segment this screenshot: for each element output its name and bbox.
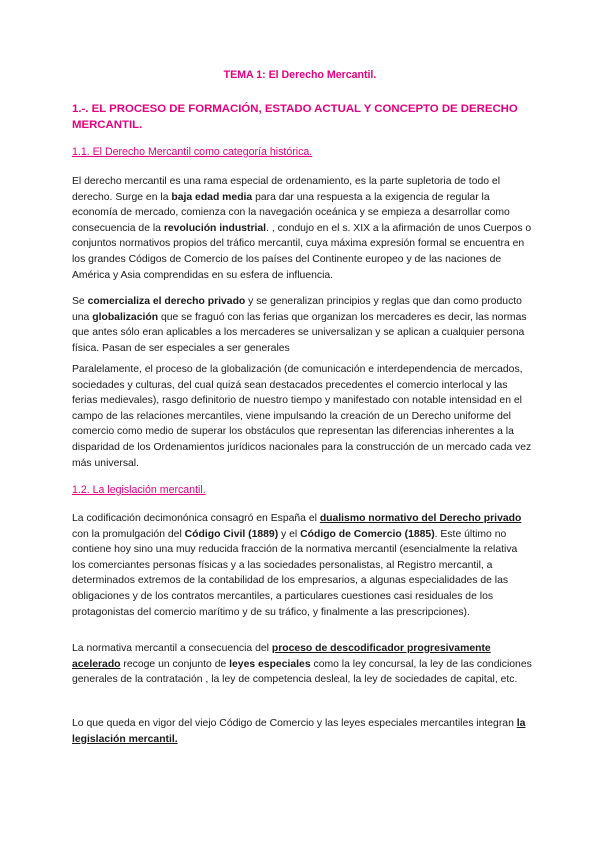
bold-term: baja edad media [171, 191, 253, 203]
text-run: recoge un conjunto de [120, 658, 230, 670]
subheading-historical-category: 1.1. El Derecho Mercantil como categoría histórica. [72, 146, 313, 158]
text-run: La normativa mercantil a consecuencia del [72, 643, 272, 654]
text-run: y el [278, 528, 301, 540]
bold-term: revolución industrial [163, 222, 267, 234]
section-heading: 1.-. EL PROCESO DE FORMACIÓN, ESTADO ACTUAL Y CONCEPTO DE DERECHO MERCANTIL. [72, 103, 518, 131]
bold-term: comercializa el derecho privado [87, 296, 246, 307]
paragraph-commercialization [72, 294, 532, 356]
text-run: para dar una respuesta a la exigencia de regular la economía de mercado, comienza con la navegación oceánica y se empieza a desarrollar como consecuencia de la [72, 191, 510, 234]
text-run: Se [72, 296, 88, 307]
subheading-legislation: 1.2. La legislación mercantil. [72, 484, 206, 496]
paragraph-origin [72, 174, 532, 283]
text-run: como la ley concursal, la ley de las condiciones generales de la contratación , la ley de competencia desleal, la ley de sociedades de capital, etc. [72, 658, 532, 686]
underlined-term: proceso de descodificador progresivamente acelerado [72, 643, 491, 670]
paragraph-codification [72, 511, 532, 620]
text-run: La codificación decimonónica consagró en España el [72, 513, 320, 524]
paragraph-conclusion [72, 716, 532, 747]
paragraph-decodification [72, 641, 532, 688]
bold-term: Código Civil (1889) [184, 528, 279, 540]
text-run: El derecho mercantil es una rama especial de ordenamiento, es la parte supletoria de todo el derecho. Surge en la [72, 176, 500, 203]
document-title: TEMA 1: El Derecho Mercantil. [223, 69, 377, 81]
text-run: . Este último no contiene hoy sino una muy reducida fracción de la normativa mercantil (esencialmente la relativa los comerciantes personas físicas y a las sociedades personalistas, al Registro mercantil, a determinados extremos de la contabilidad de los empresarios, a algunas especialidades de las obligaciones y de los contratos mercantiles, a particulares cuestiones casi residuales de los protagonistas del comercio marítimo y de su tráfico, y finalmente a las prescripciones). [72, 528, 518, 618]
bold-term: globalización [92, 311, 159, 323]
underlined-term: la legislación mercantil. [72, 718, 526, 745]
bold-term: Código de Comercio (1885) [300, 528, 435, 540]
paragraph-globalization: Paralelamente, el proceso de la globalización (de comunicación e interdependencia de mercados, sociedades y culturas, del cual quizá sean destacados precedentes el comercio interlocal y las ferias medievales), rasgo definitorio de nuestro tiempo y manifestado con notable intensidad en el campo de las relaciones mercantiles, viene impulsando la creación de un Derecho uniforme del comercio como medio de superar los obstáculos que representan las diferencias inherentes a la disparidad de los Ordenamientos jurídicos nacionales para la construcción de un mercado cada vez más universal. [72, 364, 532, 469]
text-run: Lo que queda en vigor del viejo Código de Comercio y las leyes especiales mercantiles integran [72, 718, 517, 729]
text-run: que se fraguó con las ferias que organizan los mercaderes es decir, las normas que antes sólo eran aplicables a los mercaderes se universalizan y se aplican a cualquier persona física. Pasan de ser especiales a ser generales [72, 311, 527, 354]
text-run: y se generalizan principios y reglas que dan como producto una [72, 296, 522, 323]
bold-term: leyes especiales [229, 658, 311, 670]
underlined-term: dualismo normativo del Derecho privado [319, 513, 522, 524]
text-run: . , condujo en el s. XIX a la afirmación de unos Cuerpos o conjuntos normativos propios del tráfico mercantil, cuya máxima expresión formal se encuentra en los grandes Códigos de Comercio de los países del Continente europeo y de las naciones de América y Asia comprendidas en su esfera de influencia. [72, 222, 532, 281]
text-run: con la promulgación del [72, 528, 185, 540]
